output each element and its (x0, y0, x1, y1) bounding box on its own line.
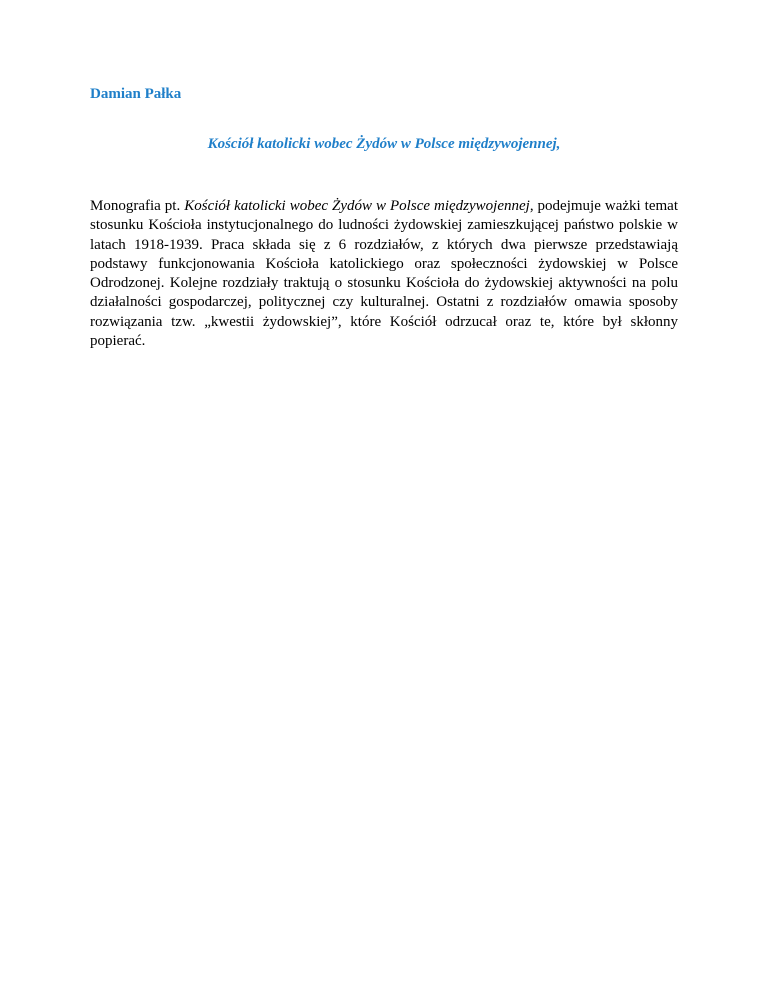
paragraph-book-title: Kościół katolicki wobec Żydów w Polsce międzywojennej (184, 198, 530, 214)
paragraph-intro: Monografia pt. (90, 198, 185, 214)
document-title: Kościół katolicki wobec Żydów w Polsce międzywojennej, (207, 136, 561, 152)
body-paragraph (90, 197, 678, 351)
author-name: Damian Pałka (90, 86, 182, 102)
paragraph-rest: , podejmuje ważki temat stosunku Kościoła instytucjonalnego do ludności żydowskiej zamieszkującej państwo polskie w latach 1918-1939. Praca składa się z 6 rozdziałów, z których dwa pierwsze przedstawiają podstawy funkcjonowania Kościoła katolickiego oraz społeczności żydowskiej w Polsce Odrodzonej. Kolejne rozdziały traktują o stosunku Kościoła do żydowskiej aktywności na polu działalności gospodarczej, politycznej czy kulturalnej. Ostatni z rozdziałów omawia sposoby rozwiązania tzw. „kwestii żydowskiej”, które Kościół odrzucał oraz te, które był skłonny popierać. (90, 198, 679, 350)
